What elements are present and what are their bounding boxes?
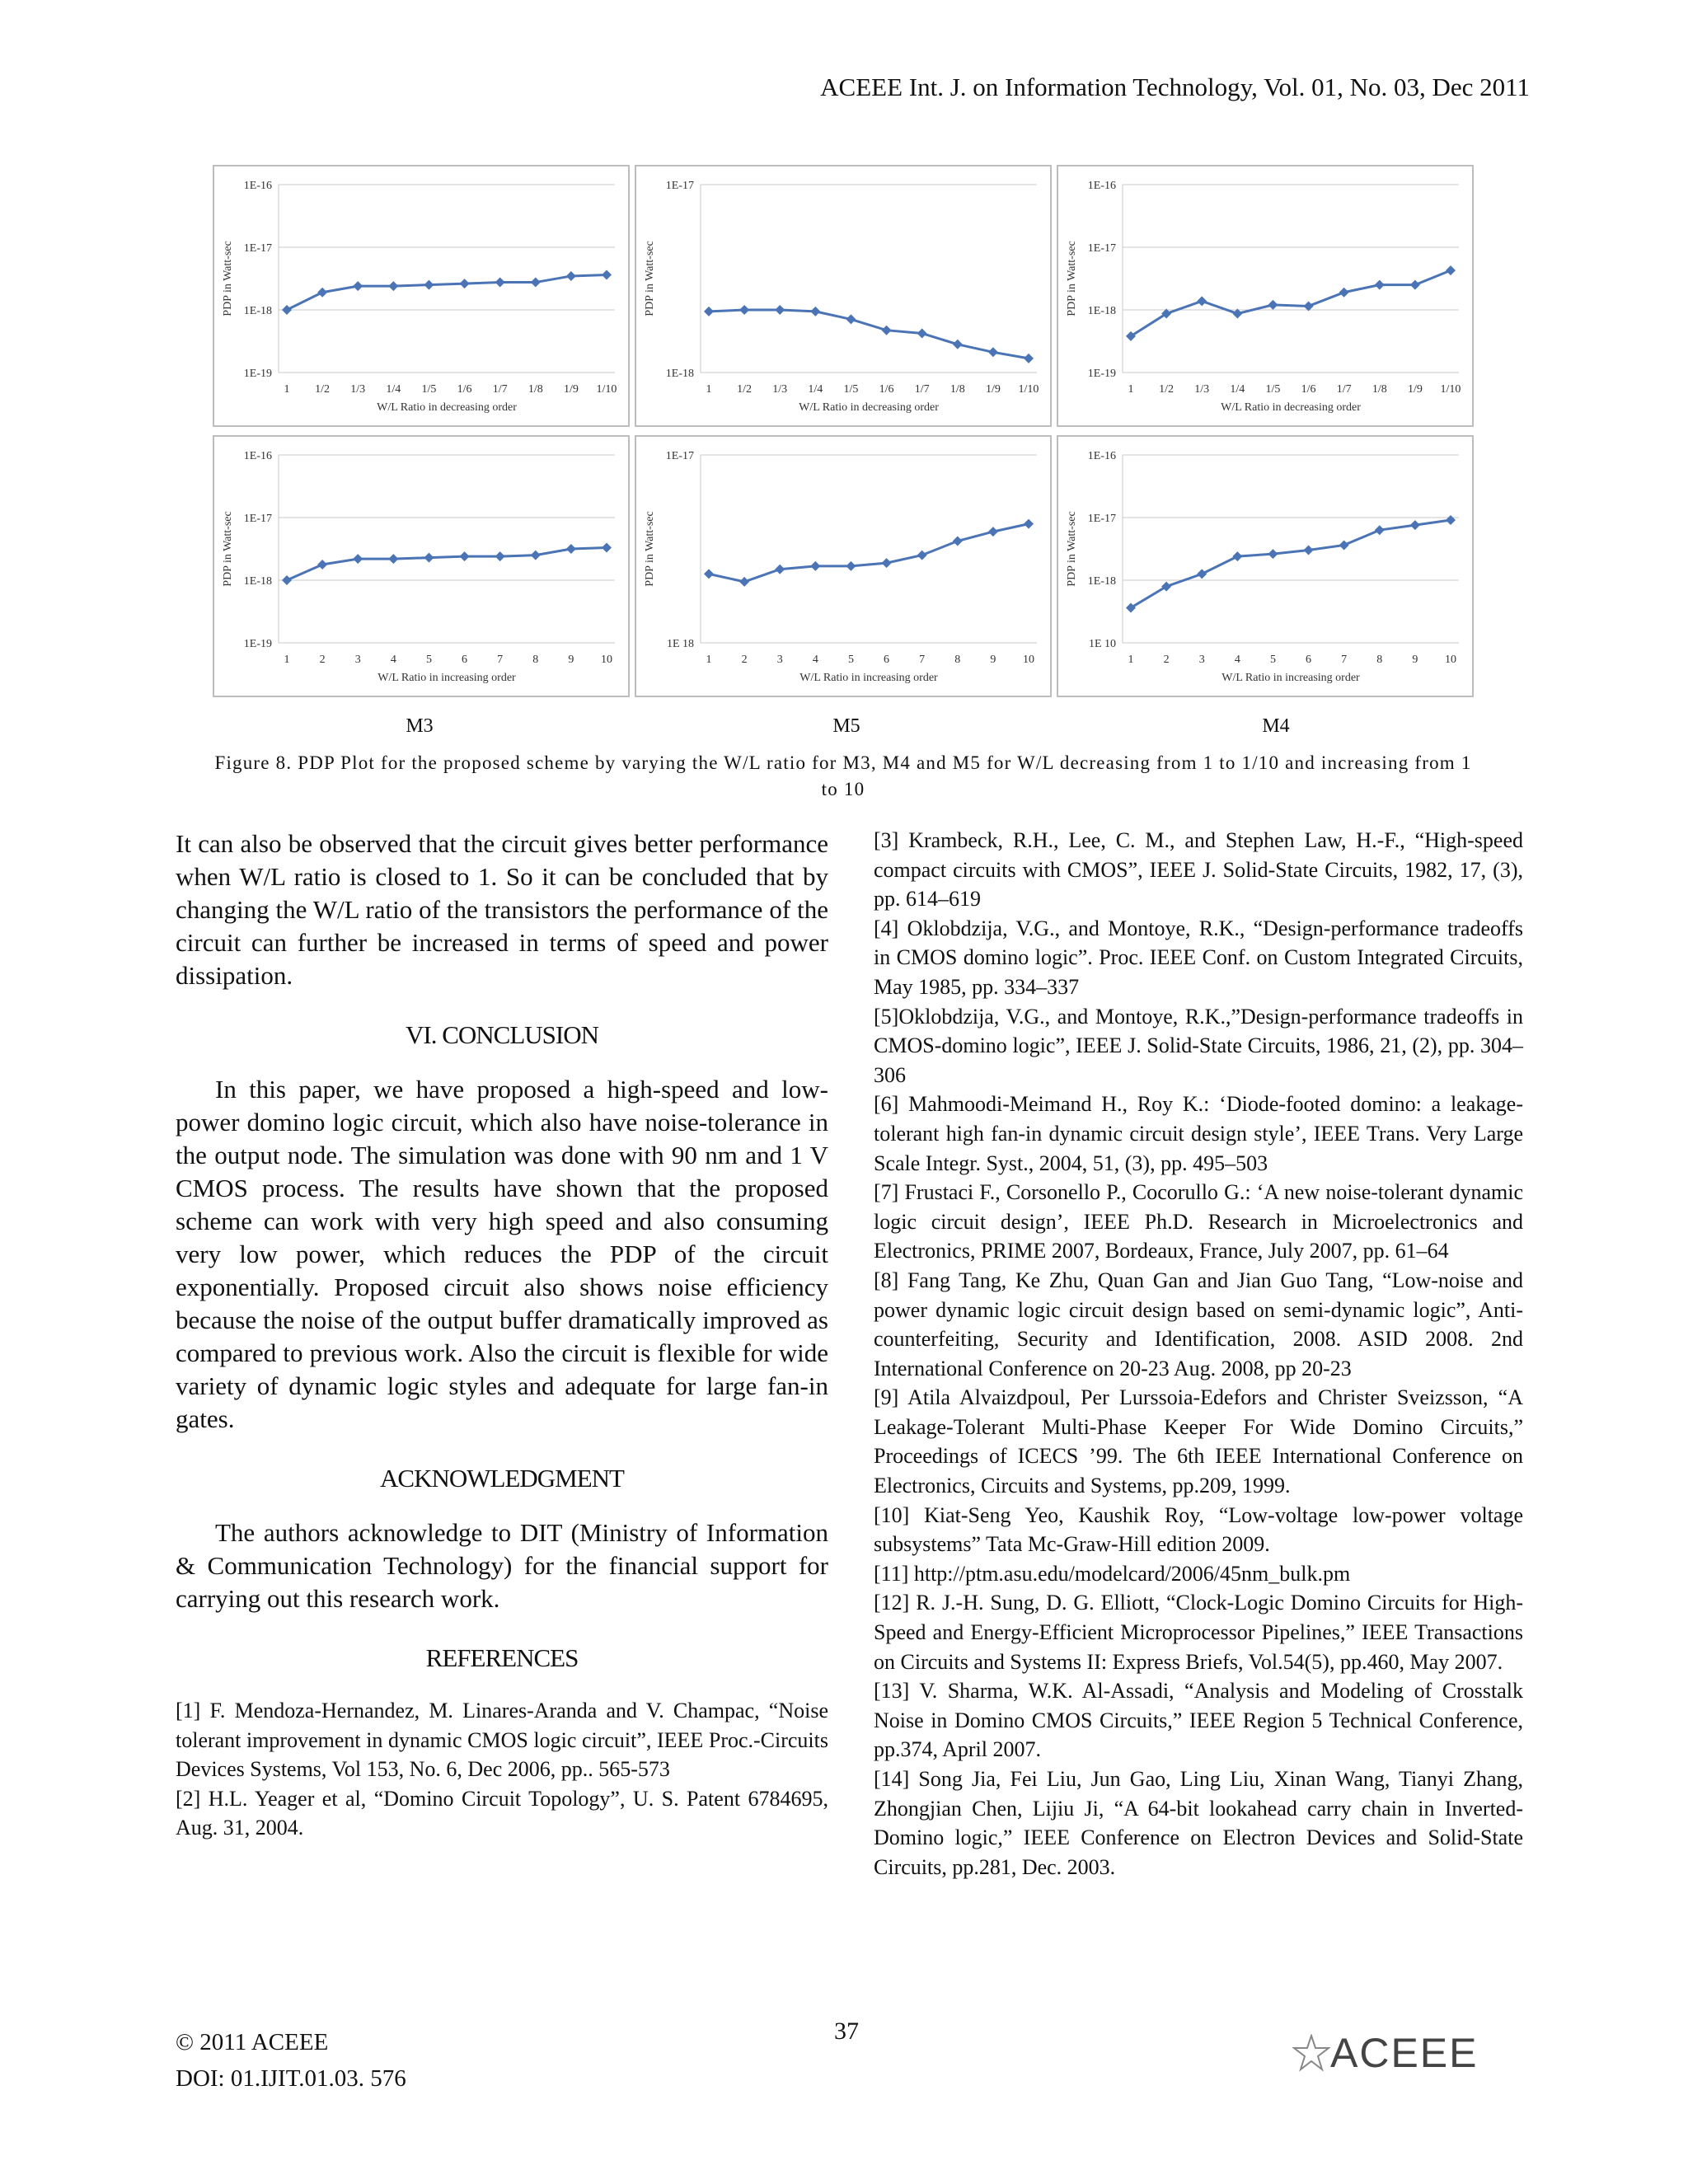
data-point bbox=[704, 307, 714, 316]
data-point bbox=[1268, 300, 1278, 310]
chart-panel-m5-increasing bbox=[635, 435, 1052, 697]
series-line bbox=[287, 274, 607, 310]
x-tick-label: 8 bbox=[1376, 654, 1383, 666]
series-line bbox=[709, 524, 1029, 582]
y-tick-label: 1E-18 bbox=[243, 305, 272, 317]
x-axis-title: W/L Ratio in decreasing order bbox=[1221, 401, 1361, 414]
conclusion-paragraph: In this paper, we have proposed a high-speed and low-power domino logic circuit, which also have noise-tolerance in the output node. The simulation was done with 90 nm and 1 V CMOS process. The results have shown that the proposed scheme can work with very high speed and also consuming very low power, which reduces the PDP of the circuit exponentially. Proposed circuit also shows noise efficiency because the noise of the output buffer dramatically improved as compared to previous work. Also the circuit is flexible for wide variety of dynamic logic styles and adequate for large fan-in gates. bbox=[176, 1075, 828, 1433]
data-point bbox=[1268, 549, 1278, 559]
y-tick-label: 1E 18 bbox=[666, 638, 694, 650]
reference-item: [5]Oklobdzija, V.G., and Montoye, R.K.,”Design-performance tradeoffs in CMOS-domino logic”, IEEE J. Solid-State Circuits, 1986, 21, (2), pp. 304–306 bbox=[874, 1004, 1523, 1087]
y-tick-label: 1E-16 bbox=[243, 450, 272, 462]
data-point bbox=[1375, 280, 1385, 290]
x-tick-label: 1/4 bbox=[386, 383, 401, 396]
x-tick-label: 2 bbox=[741, 654, 748, 666]
data-point bbox=[602, 269, 612, 279]
x-tick-label: 10 bbox=[601, 654, 612, 666]
data-point bbox=[1446, 515, 1456, 525]
chart-panel-m4-increasing bbox=[1057, 435, 1474, 697]
logo-text: ACEEE bbox=[1330, 2030, 1479, 2076]
data-point bbox=[846, 561, 856, 571]
x-tick-label: 1/5 bbox=[421, 383, 437, 396]
data-point bbox=[953, 537, 963, 546]
y-tick-label: 1E-17 bbox=[665, 180, 694, 192]
x-tick-label: 5 bbox=[1269, 654, 1276, 666]
data-point bbox=[846, 314, 856, 324]
x-tick-label: 1/2 bbox=[737, 383, 753, 396]
x-tick-label: 2 bbox=[319, 654, 326, 666]
journal-header: ACEEE Int. J. on Information Technology, Vol. 01, No. 03, Dec 2011 bbox=[820, 73, 1530, 101]
y-axis-title: PDP in Watt-sec bbox=[1066, 511, 1078, 587]
chart-m5-decreasing bbox=[636, 166, 1050, 425]
x-tick-label: 1/3 bbox=[350, 383, 366, 396]
y-axis-title: PDP in Watt-sec bbox=[1066, 241, 1078, 316]
data-point bbox=[917, 329, 927, 339]
x-tick-label: 4 bbox=[812, 654, 818, 666]
data-point bbox=[602, 542, 612, 552]
data-point bbox=[460, 279, 470, 288]
x-tick-label: 1/4 bbox=[1230, 383, 1245, 396]
star-logo-icon bbox=[1292, 2034, 1330, 2072]
x-axis-title: W/L Ratio in increasing order bbox=[799, 672, 938, 684]
data-point bbox=[531, 551, 541, 560]
x-tick-label: 1/2 bbox=[1159, 383, 1175, 396]
data-point bbox=[460, 551, 470, 561]
x-tick-label: 1/4 bbox=[808, 383, 823, 396]
data-point bbox=[953, 340, 963, 349]
x-tick-label: 1/7 bbox=[1336, 383, 1352, 396]
data-point bbox=[739, 577, 749, 587]
right-column bbox=[874, 826, 1523, 1882]
reference-item: [14] Song Jia, Fei Liu, Jun Gao, Ling Liu, Xinan Wang, Tianyi Zhang, Zhongjian Chen, Lijiu Ji, “A 64-bit lookahead carry chain in Inverted-Domino logic,” IEEE Conference on Electron Devices and Solid-State Circuits, pp.281, Dec. 2003. bbox=[874, 1767, 1523, 1879]
data-point bbox=[775, 305, 785, 315]
x-tick-label: 6 bbox=[1306, 654, 1312, 666]
x-tick-label: 4 bbox=[1234, 654, 1240, 666]
data-point bbox=[424, 280, 434, 290]
y-tick-label: 1E-19 bbox=[243, 638, 272, 650]
x-tick-label: 1/6 bbox=[1301, 383, 1316, 396]
x-tick-label: 10 bbox=[1023, 654, 1034, 666]
y-tick-label: 1E-17 bbox=[1087, 513, 1116, 525]
data-point bbox=[531, 278, 541, 288]
reference-item: [13] V. Sharma, W.K. Al-Assadi, “Analysis and Modeling of Crosstalk Noise in Domino CMOS Circuits,” IEEE Region 5 Technical Conference, pp.374, April 2007. bbox=[874, 1679, 1523, 1762]
reference-item: [2] H.L. Yeager et al, “Domino Circuit Topology”, U. S. Patent 6784695, Aug. 31, 2004. bbox=[176, 1786, 828, 1840]
x-tick-label: 9 bbox=[568, 654, 574, 666]
data-point bbox=[1197, 296, 1207, 306]
left-column bbox=[176, 827, 828, 1843]
chart-panel-m3-increasing bbox=[213, 435, 630, 697]
chart-panel-m5-decreasing bbox=[635, 165, 1052, 427]
footer-left bbox=[176, 2024, 406, 2097]
chart-m4-increasing bbox=[1058, 437, 1472, 696]
chart-panel-m3-decreasing bbox=[213, 165, 630, 427]
data-point bbox=[810, 561, 820, 571]
x-tick-label: 5 bbox=[847, 654, 854, 666]
x-tick-label: 1/8 bbox=[950, 383, 965, 396]
page-number: 37 bbox=[834, 2018, 859, 2045]
data-point bbox=[775, 565, 785, 574]
x-axis-title: W/L Ratio in decreasing order bbox=[799, 401, 939, 414]
x-tick-label: 1/8 bbox=[528, 383, 543, 396]
data-point bbox=[566, 271, 576, 281]
data-point bbox=[282, 305, 292, 315]
x-tick-label: 1/9 bbox=[985, 383, 1001, 396]
x-axis-title: W/L Ratio in increasing order bbox=[377, 672, 516, 684]
x-tick-label: 1/3 bbox=[1194, 383, 1210, 396]
chart-m3-increasing bbox=[214, 437, 628, 696]
x-tick-label: 7 bbox=[919, 654, 926, 666]
x-tick-label: 6 bbox=[884, 654, 890, 666]
reference-item: [4] Oklobdzija, V.G., and Montoye, R.K., “Design-performance tradeoffs in CMOS domino logic”. Proc. IEEE Conf. on Custom Integrated Circuits, May 1985, pp. 334–337 bbox=[874, 916, 1523, 999]
data-point bbox=[917, 551, 927, 560]
y-tick-label: 1E-16 bbox=[1087, 450, 1116, 462]
x-tick-label: 1/5 bbox=[843, 383, 859, 396]
x-tick-label: 3 bbox=[1198, 654, 1205, 666]
y-axis-title: PDP in Watt-sec bbox=[644, 511, 656, 587]
x-tick-label: 5 bbox=[425, 654, 432, 666]
data-point bbox=[1024, 519, 1034, 529]
x-tick-label: 1/7 bbox=[492, 383, 508, 396]
data-point bbox=[1410, 280, 1420, 290]
x-tick-label: 1/6 bbox=[457, 383, 472, 396]
reference-item: [9] Atila Alvaizdpoul, Per Lurssoia-Edefors and Christer Sveizsson, “A Leakage-Tolerant Multi-Phase Keeper For Wide Domino Circuits,” Proceedings of ICECS ’99. The 6th IEEE International Conference on Electronics, Circuits and Systems, pp.209, 1999. bbox=[874, 1385, 1523, 1498]
y-tick-label: 1E-16 bbox=[243, 180, 272, 192]
data-point bbox=[566, 544, 576, 554]
x-tick-label: 1/9 bbox=[1407, 383, 1423, 396]
x-tick-label: 1 bbox=[284, 383, 290, 396]
data-point bbox=[1024, 354, 1034, 363]
x-tick-label: 1/6 bbox=[879, 383, 894, 396]
acknowledgment-paragraph: The authors acknowledge to DIT (Ministry of Information & Communication Technology) for the financial support for carrying out this research work. bbox=[176, 1518, 828, 1613]
data-point bbox=[1375, 525, 1385, 535]
data-point bbox=[1197, 569, 1207, 579]
x-tick-label: 1/8 bbox=[1372, 383, 1387, 396]
x-tick-label: 3 bbox=[354, 654, 361, 666]
data-point bbox=[810, 307, 820, 316]
series-line bbox=[1131, 270, 1451, 336]
acknowledgment-heading: ACKNOWLEDGMENT bbox=[380, 1464, 624, 1493]
data-point bbox=[704, 569, 714, 579]
data-point bbox=[495, 551, 505, 561]
data-point bbox=[388, 281, 398, 291]
x-tick-label: 8 bbox=[954, 654, 961, 666]
doi: DOI: 01.IJIT.01.03. 576 bbox=[176, 2065, 406, 2092]
y-tick-label: 1E-17 bbox=[243, 242, 272, 255]
x-tick-label: 10 bbox=[1445, 654, 1456, 666]
y-tick-label: 1E-17 bbox=[665, 450, 694, 462]
x-tick-label: 8 bbox=[532, 654, 539, 666]
x-tick-label: 7 bbox=[497, 654, 504, 666]
data-point bbox=[882, 326, 892, 335]
reference-item: [7] Frustaci F., Corsonello P., Cocorullo G.: ‘A new noise-tolerant dynamic logic circuit design’, IEEE Ph.D. Research in Microelectronics and Electronics, PRIME 2007, Bordeaux, France, July 2007, pp. 61–64 bbox=[874, 1180, 1523, 1263]
x-tick-label: 9 bbox=[1412, 654, 1418, 666]
x-tick-label: 1/3 bbox=[772, 383, 788, 396]
y-tick-label: 1E-18 bbox=[665, 368, 694, 380]
data-point bbox=[988, 527, 998, 537]
chart-m5-increasing bbox=[636, 437, 1050, 696]
data-point bbox=[495, 278, 505, 288]
x-tick-label: 1/9 bbox=[563, 383, 579, 396]
x-tick-label: 7 bbox=[1341, 654, 1348, 666]
sub-label-m3: M3 bbox=[406, 715, 434, 737]
x-tick-label: 1 bbox=[706, 654, 712, 666]
aceee-logo bbox=[1292, 2029, 1479, 2077]
chart-m3-decreasing bbox=[214, 166, 628, 425]
series-line bbox=[1131, 520, 1451, 607]
data-point bbox=[388, 554, 398, 564]
chart-panel-m4-decreasing bbox=[1057, 165, 1474, 427]
x-tick-label: 9 bbox=[990, 654, 996, 666]
reference-item: [10] Kiat-Seng Yeo, Kaushik Roy, “Low-voltage low-power voltage subsystems” Tata Mc-Graw-Hill edition 2009. bbox=[874, 1502, 1523, 1557]
x-axis-title: W/L Ratio in increasing order bbox=[1221, 672, 1360, 684]
data-point bbox=[282, 575, 292, 585]
x-tick-label: 1 bbox=[706, 383, 712, 396]
x-tick-label: 6 bbox=[462, 654, 468, 666]
x-tick-label: 3 bbox=[776, 654, 783, 666]
x-tick-label: 4 bbox=[390, 654, 396, 666]
data-point bbox=[882, 558, 892, 568]
reference-item: [1] F. Mendoza-Hernandez, M. Linares-Aranda and V. Champac, “Noise tolerant improvement in dynamic CMOS logic circuit”, IEEE Proc.-Circuits Devices Systems, Vol 153, No. 6, Dec 2006, pp.. 565-573 bbox=[176, 1699, 828, 1782]
reference-item: [6] Mahmoodi-Meimand H., Roy K.: ‘Diode-footed domino: a leakage-tolerant high fan-in dynamic circuit design style’, IEEE Trans. Very Large Scale Integr. Syst., 2004, 51, (3), pp. 495–503 bbox=[874, 1092, 1523, 1175]
reference-item: [12] R. J.-H. Sung, D. G. Elliott, “Clock-Logic Domino Circuits for High-Speed and Energy-Efficient Microprocessor Pipelines,” IEEE Transactions on Circuits and Systems II: Express Briefs, Vol.54(5), pp.460, May 2007. bbox=[874, 1591, 1523, 1674]
intro-paragraph: It can also be observed that the circuit gives better performance when W/L ratio is closed to 1. So it can be concluded that by changing the W/L ratio of the transistors the performance of the circuit can further be increased in terms of speed and power dissipation. bbox=[176, 829, 828, 990]
y-tick-label: 1E-17 bbox=[243, 513, 272, 525]
data-point bbox=[1339, 540, 1349, 550]
data-point bbox=[739, 305, 749, 315]
x-tick-label: 1/7 bbox=[914, 383, 930, 396]
x-axis-title: W/L Ratio in decreasing order bbox=[377, 401, 517, 414]
x-tick-label: 1/10 bbox=[1018, 383, 1039, 396]
y-tick-label: 1E-19 bbox=[243, 368, 272, 380]
series-line bbox=[709, 310, 1029, 359]
series-line bbox=[287, 547, 607, 580]
data-point bbox=[353, 281, 363, 291]
x-tick-label: 1/10 bbox=[1440, 383, 1461, 396]
x-tick-label: 2 bbox=[1163, 654, 1170, 666]
y-axis-title: PDP in Watt-sec bbox=[644, 241, 656, 316]
data-point bbox=[1410, 520, 1420, 530]
conclusion-heading: VI. CONCLUSION bbox=[406, 1020, 598, 1049]
x-tick-label: 1/10 bbox=[596, 383, 617, 396]
figure-caption: Figure 8. PDP Plot for the proposed scheme by varying the W/L ratio for M3, M4 and M5 for W/L decreasing from 1 to 1/10 and increasing from 1 to 10 bbox=[214, 752, 1472, 799]
y-tick-label: 1E-17 bbox=[1087, 242, 1116, 255]
data-point bbox=[1304, 546, 1314, 555]
x-tick-label: 1 bbox=[1128, 654, 1134, 666]
x-tick-label: 1/2 bbox=[315, 383, 331, 396]
data-point bbox=[424, 553, 434, 563]
y-tick-label: 1E-18 bbox=[1087, 575, 1116, 588]
reference-item: [8] Fang Tang, Ke Zhu, Quan Gan and Jian Guo Tang, “Low-noise and power dynamic logic circuit design based on semi-dynamic logic”, Anti-counterfeiting, Security and Identification, 2008. ASID 2008. 2nd International Conference on 20-23 Aug. 2008, pp 20-23 bbox=[874, 1268, 1523, 1380]
x-tick-label: 1 bbox=[284, 654, 290, 666]
y-tick-label: 1E-18 bbox=[243, 575, 272, 588]
y-axis-title: PDP in Watt-sec bbox=[222, 241, 234, 316]
data-point bbox=[1446, 265, 1456, 275]
sub-label-m4: M4 bbox=[1262, 715, 1290, 737]
reference-item: [3] Krambeck, R.H., Lee, C. M., and Stephen Law, H.-F., “High-speed compact circuits with CMOS”, IEEE J. Solid-State Circuits, 1982, 17, (3), pp. 614–619 bbox=[874, 828, 1523, 912]
x-tick-label: 1/5 bbox=[1265, 383, 1281, 396]
sub-label-m5: M5 bbox=[832, 715, 860, 737]
y-tick-label: 1E-19 bbox=[1087, 368, 1116, 380]
reference-item: [11] http://ptm.asu.edu/modelcard/2006/45nm_bulk.pm bbox=[874, 1561, 1351, 1586]
data-point bbox=[353, 554, 363, 564]
references-heading: REFERENCES bbox=[425, 1643, 579, 1672]
y-tick-label: 1E-18 bbox=[1087, 305, 1116, 317]
figure-8 bbox=[213, 165, 1474, 701]
copyright: © 2011 ACEEE bbox=[176, 2029, 329, 2055]
y-axis-title: PDP in Watt-sec bbox=[222, 511, 234, 587]
chart-m4-decreasing bbox=[1058, 166, 1472, 425]
data-point bbox=[317, 560, 327, 569]
data-point bbox=[317, 288, 327, 298]
data-point bbox=[1339, 288, 1349, 298]
x-tick-label: 1 bbox=[1128, 383, 1134, 396]
data-point bbox=[1232, 551, 1242, 561]
data-point bbox=[988, 347, 998, 357]
y-tick-label: 1E 10 bbox=[1088, 638, 1116, 650]
y-tick-label: 1E-16 bbox=[1087, 180, 1116, 192]
